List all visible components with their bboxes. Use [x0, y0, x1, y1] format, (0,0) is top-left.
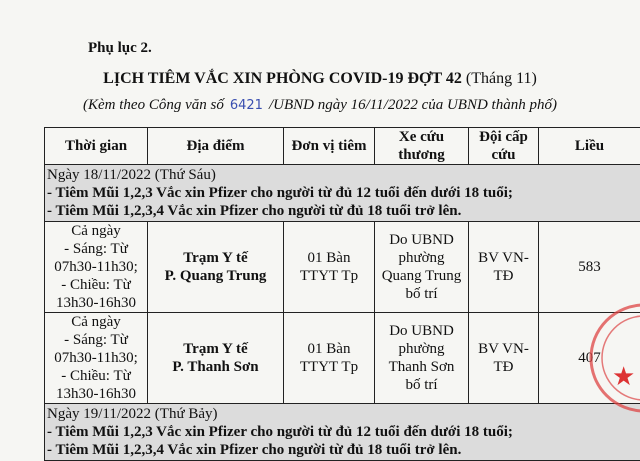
document-title: LỊCH TIÊM VẮC XIN PHÒNG COVID-19 ĐỢT 42 (Tháng 11) [0, 70, 640, 88]
unit-cell-line: 01 Bàn [308, 250, 351, 266]
table-row [45, 222, 640, 313]
team-cell-line: TĐ [494, 359, 514, 375]
ambulance-cell-line: phường [398, 250, 444, 266]
time-cell-line: Cả ngày [71, 223, 121, 239]
header-ambulance: Xe cứu thương [375, 128, 469, 165]
dose-cell: 583 [539, 222, 640, 313]
unit-cell [284, 222, 375, 313]
place-cell-line: Trạm Y tế [183, 250, 247, 266]
team-cell [469, 313, 539, 404]
header-unit: Đơn vị tiêm [284, 128, 375, 165]
ambulance-cell-line: Do UBND [389, 323, 454, 339]
place-cell-line: Trạm Y tế [183, 341, 247, 357]
dose-cell: 407 [539, 313, 640, 404]
unit-cell-line: TTYT Tp [300, 268, 358, 284]
team-cell-line: BV VN- [478, 341, 529, 357]
day-row: Ngày 18/11/2022 (Thứ Sáu) - Tiêm Mũi 1,2,3 Vắc xin Pfizer cho người từ đủ 12 tuổi đến dưới 18 tuổi; - Tiêm Mũi 1,2,3,4 Vắc xin Pfizer cho người từ đủ 18 tuổi trở lên. [45, 165, 640, 222]
place-cell [148, 313, 284, 404]
time-cell-line: - Chiều: Từ [61, 277, 131, 293]
place-cell [148, 222, 284, 313]
header-place: Địa điểm [148, 128, 284, 165]
ambulance-cell-line: phường [398, 341, 444, 357]
schedule-table [44, 127, 640, 461]
time-cell-line: - Sáng: Từ [64, 332, 128, 348]
time-cell [45, 222, 148, 313]
team-cell-line: TĐ [494, 268, 514, 284]
team-cell-line: BV VN- [478, 250, 529, 266]
ambulance-cell-line: Thanh Sơn [389, 359, 455, 375]
time-cell-line: - Chiều: Từ [61, 368, 131, 384]
time-cell [45, 313, 148, 404]
header-time: Thời gian [45, 128, 148, 165]
header-team: Đội cấp cứu [469, 128, 539, 165]
ambulance-cell [375, 222, 469, 313]
time-cell-line: 07h30-11h30; [54, 259, 138, 275]
unit-cell-line: TTYT Tp [300, 359, 358, 375]
time-cell-line: - Sáng: Từ [64, 241, 128, 257]
handwritten-number: 6421 [230, 98, 263, 113]
stamp-star-icon: ★ [612, 362, 635, 392]
place-cell-line: P. Quang Trung [165, 268, 267, 284]
table-header [45, 128, 640, 165]
place-cell-line: P. Thanh Sơn [172, 359, 258, 375]
header-dose: Liều [539, 128, 640, 165]
time-cell-line: 13h30-16h30 [56, 386, 136, 402]
day-row: Ngày 19/11/2022 (Thứ Bảy) - Tiêm Mũi 1,2,3 Vắc xin Pfizer cho người từ đủ 12 tuổi đến dưới 18 tuổi; - Tiêm Mũi 1,2,3,4 Vắc xin Pfizer cho người từ đủ 18 tuổi trở lên. [45, 404, 640, 461]
time-cell-line: 07h30-11h30; [54, 350, 138, 366]
time-cell-line: Cả ngày [71, 314, 121, 330]
document-subtitle: (Kèm theo Công văn số 6421 /UBND ngày 16/11/2022 của UBND thành phố) [0, 97, 640, 114]
ambulance-cell-line: Do UBND [389, 232, 454, 248]
unit-cell-line: 01 Bàn [308, 341, 351, 357]
team-cell [469, 222, 539, 313]
appendix-label: Phụ lục 2. [88, 40, 152, 57]
ambulance-cell-line: bố trí [405, 286, 437, 302]
ambulance-cell-line: bố trí [405, 377, 437, 393]
unit-cell [284, 313, 375, 404]
ambulance-cell-line: Quang Trung [382, 268, 462, 284]
ambulance-cell [375, 313, 469, 404]
table-row [45, 313, 640, 404]
time-cell-line: 13h30-16h30 [56, 295, 136, 311]
